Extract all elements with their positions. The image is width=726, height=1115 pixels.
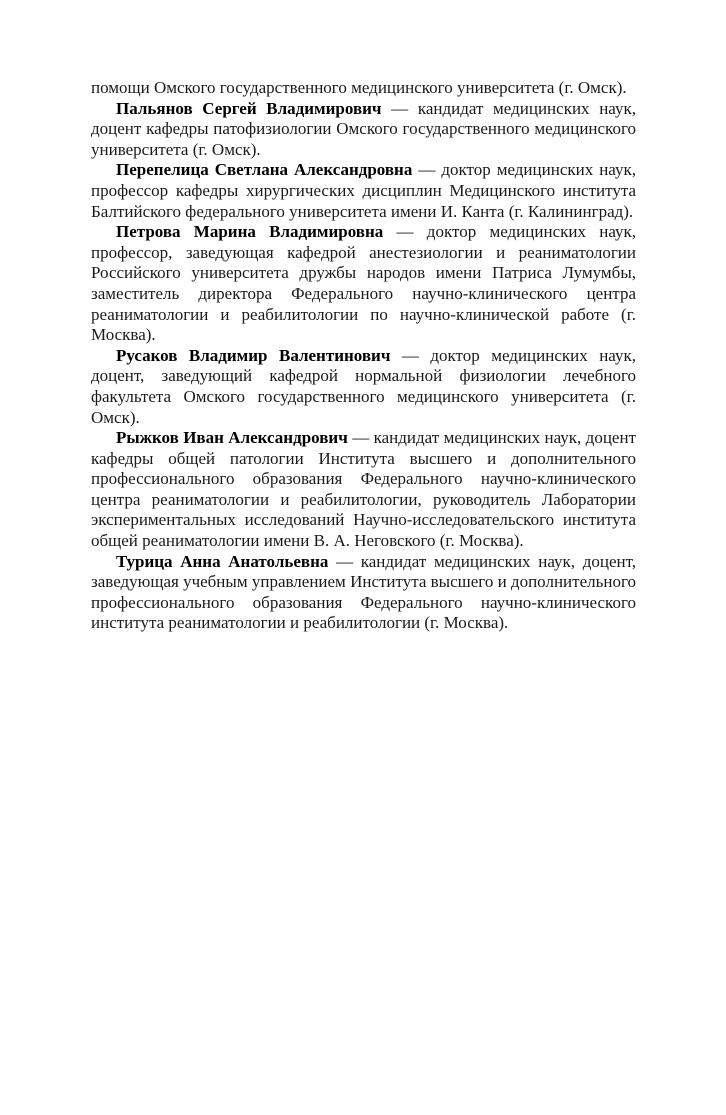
entry-perepelitsa bbox=[91, 160, 636, 222]
person-name: Перепелица Светлана Александровна bbox=[116, 160, 413, 180]
person-name: Рыжков Иван Александрович bbox=[116, 428, 348, 448]
entry-ryzhkov bbox=[91, 428, 636, 552]
entry-palyanov bbox=[91, 99, 636, 161]
entry-description: — кандидат медицинских наук, доцент, заведующая учебным управлением Института высшего и дополнительного профессионального образования Федерального научно-клинического института реаниматологии и реабилитологии (г. Москва). bbox=[91, 551, 636, 633]
entry-continuation bbox=[91, 78, 636, 99]
person-name: Турица Анна Анатольевна bbox=[116, 551, 329, 571]
person-name: Петрова Марина Владимировна bbox=[116, 222, 384, 242]
entry-description: — кандидат медицинских наук, доцент кафедры патофизиологии Омского государственного медицинского университета (г. Омск). bbox=[91, 98, 636, 159]
entry-text: помощи Омского государственного медицинского университета (г. Омск). bbox=[91, 78, 627, 97]
person-name: Русаков Владимир Валентинович bbox=[116, 345, 391, 365]
entry-petrova bbox=[91, 222, 636, 346]
person-name: Пальянов Сергей Владимирович bbox=[116, 98, 382, 118]
entry-turitsa bbox=[91, 552, 636, 634]
document-page bbox=[91, 78, 636, 634]
entry-description: — кандидат медицинских наук, доцент кафедры общей патологии Института высшего и дополнительного профессионального образования Федерального научно-клинического центра реаниматологии и реабилитологии, руководитель Лаборатории экспериментальных исследований Научно-исследовательского института общей реаниматологии имени В. А. Неговского (г. Москва). bbox=[91, 428, 637, 551]
entry-rusakov bbox=[91, 346, 636, 428]
entry-description: — доктор медицинских наук, профессор, заведующая кафедрой анестезиологии и реаниматологии Российского университета дружбы народов имени Патриса Лумумбы, заместитель директора Федерального научно-клинического центра реаниматологии и реабилитологии по научно-клинической работе (г. Москва). bbox=[91, 222, 637, 345]
entry-description: — доктор медицинских наук, профессор кафедры хирургических дисциплин Медицинского института Балтийского федерального университета имени И. Канта (г. Калининград). bbox=[91, 160, 636, 221]
entry-description: — доктор медицинских наук, доцент, заведующий кафедрой нормальной физиологии лечебного факультета Омского государственного медицинского университета (г. Омск). bbox=[91, 345, 636, 427]
